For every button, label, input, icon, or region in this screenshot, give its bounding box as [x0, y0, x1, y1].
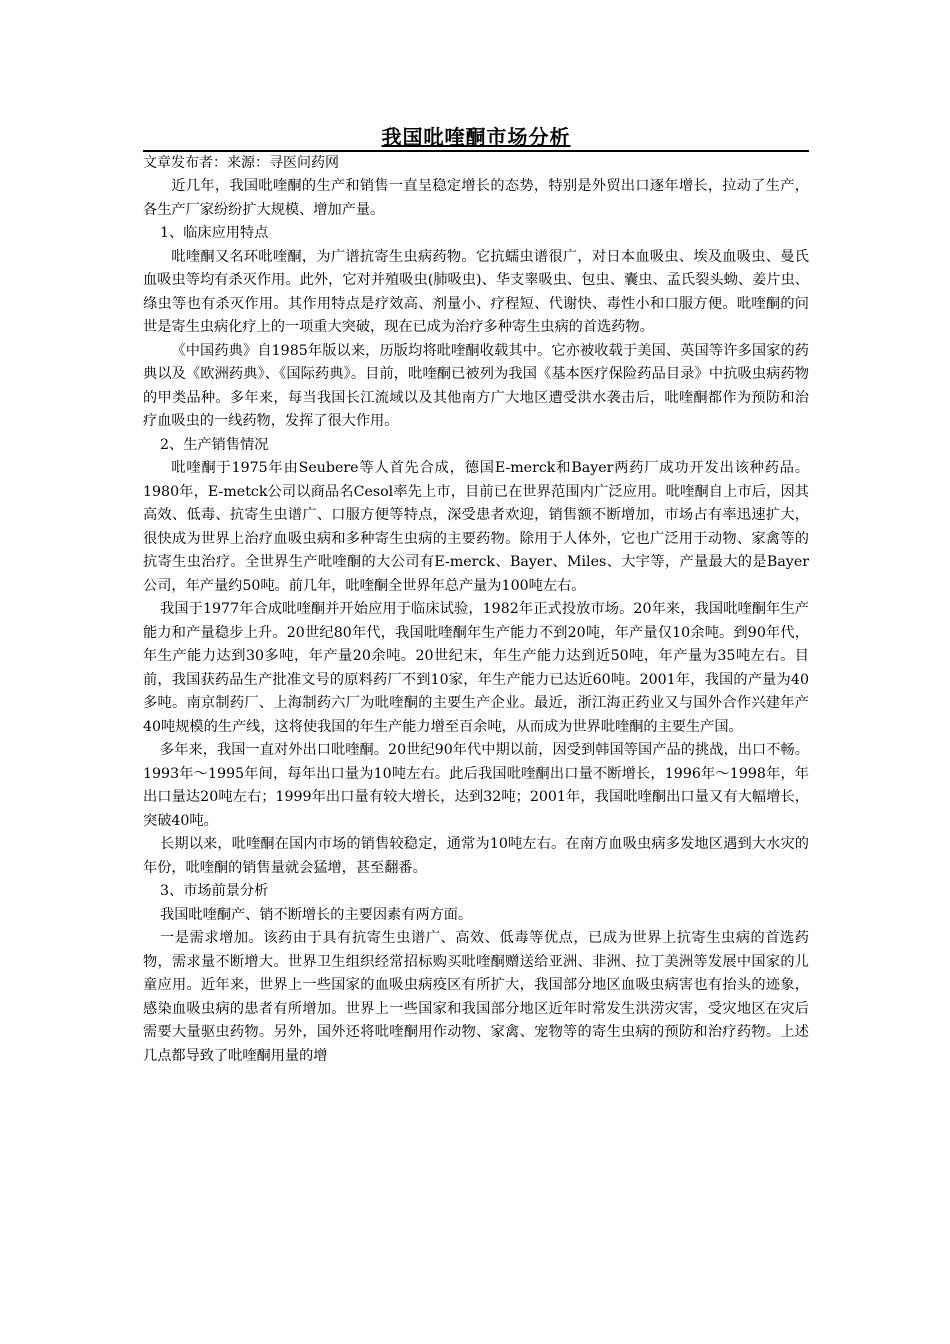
paragraph-production-3: 多年来，我国一直对外出口吡喹酮。20世纪90年代中期以前，因受到韩国等国产品的挑战，出口不畅。1993年～1995年间，每年出口量为10吨左右。此后我国吡喹酮出口量不断增长，1996年～1998年，年出口量达20吨左右；1999年出口量有较大增长，达到32吨；2001年，我国吡喹酮出口量又有大幅增长，突破40吨。 [143, 742, 809, 829]
paragraph-production-2: 我国于1977年合成吡喹酮并开始应用于临床试验，1982年正式投放市场。20年来，我国吡喹酮年生产能力和产量稳步上升。20世纪80年代，我国吡喹酮年生产能力不到20吨，年产量仅10余吨。到90年代，年生产能力达到30多吨，年产量20余吨。20世纪末，年生产能力达到近50吨，年产量为35吨左右。目前，我国获药品生产批准文号的原料药厂不到10家，年生产能力已达近60吨。2001年，我国的产量为40多吨。南京制药厂、上海制药六厂为吡喹酮的主要生产企业。最近，浙江海正药业又与国外合作兴建年产40吨规模的生产线，这将使我国的年生产能力增至百余吨，从而成为世界吡喹酮的主要生产国。 [143, 601, 809, 735]
paragraph-intro: 近几年，我国吡喹酮的生产和销售一直呈稳定增长的态势，特别是外贸出口逐年增长，拉动了生产，各生产厂家纷纷扩大规模、增加产量。 [143, 178, 809, 218]
paragraph-outlook-2: 一是需求增加。该药由于具有抗寄生虫谱广、高效、低毒等优点，已成为世界上抗寄生虫病的首选药物，需求量不断增大。世界卫生组织经常招标购买吡喹酮赠送给亚洲、非洲、拉丁美洲等发展中国家的儿童应用。近年来，世界上一些国家的血吸虫病疫区有所扩大，我国部分地区血吸虫病害也有抬头的迹象，感染血吸虫病的患者有所增加。世界上一些国家和我国部分地区近年时常发生洪涝灾害，受灾地区在灾后需要大量驱虫药物。另外，国外还将吡喹酮用作动物、家禽、宠物等的寄生虫病的预防和治疗药物。上述几点都导致了吡喹酮用量的增 [143, 930, 809, 1064]
paragraph-clinical-1: 吡喹酮又名环吡喹酮，为广谱抗寄生虫病药物。它抗蠕虫谱很广，对日本血吸虫、埃及血吸虫、曼氏血吸虫等均有杀灭作用。此外，它对并殖吸虫(肺吸虫)、华支睾吸虫、包虫、囊虫、孟氏裂头蚴、姜片虫、绦虫等也有杀灭作用。其作用特点是疗效高、剂量小、疗程短、代谢快、毒性小和口服方便。吡喹酮的问世是寄生虫病化疗上的一项重大突破，现在已成为治疗多种寄生虫病的首选药物。 [143, 248, 809, 335]
document-page [143, 124, 809, 1068]
paragraph-clinical-2: 《中国药典》自1985年版以来，历版均将吡喹酮收载其中。它亦被收载于美国、英国等许多国家的药典以及《欧洲药典》、《国际药典》。目前，吡喹酮已被列为我国《基本医疗保险药品目录》中抗吸虫病药物的甲类品种。多年来，每当我国长江流域以及其他南方广大地区遭受洪水袭击后，吡喹酮都作为预防和治疗血吸虫的一线药物，发挥了很大作用。 [143, 342, 809, 429]
paragraph-production-1: 吡喹酮于1975年由Seubere等人首先合成，德国E-merck和Bayer两药厂成功开发出该种药品。1980年，E-metck公司以商品名Cesol率先上市，目前已在世界范围内广泛应用。吡喹酮自上市后，因其高效、低毒、抗寄生虫谱广、口服方便等特点，深受患者欢迎，销售额不断增加，市场占有率迅速扩大，很快成为世界上治疗血吸虫病和多种寄生虫病的主要药物。除用于人体外，它也广泛用于动物、家禽等的抗寄生虫治疗。全世界生产吡喹酮的大公司有E-merck、Bayer、Miles、大宇等，产量最大的是Bayer公司，年产量约50吨。前几年，吡喹酮全世界年总产量为100吨左右。 [143, 460, 809, 594]
article-body [143, 175, 809, 1068]
paragraph-production-4: 长期以来，吡喹酮在国内市场的销售较稳定，通常为10吨左右。在南方血吸虫病多发地区遇到大水灾的年份，吡喹酮的销售量就会猛增，甚至翻番。 [143, 836, 809, 876]
article-meta: 文章发布者：来源：寻医问药网 [143, 155, 339, 171]
section-heading-production: 2、生产销售情况 [160, 436, 269, 453]
section-heading-outlook: 3、市场前景分析 [160, 883, 269, 899]
document-title: 我国吡喹酮市场分析 [381, 125, 571, 149]
section-heading-clinical: 1、临床应用特点 [160, 225, 269, 241]
paragraph-outlook-1: 我国吡喹酮产、销不断增长的主要因素有两方面。 [160, 906, 473, 923]
